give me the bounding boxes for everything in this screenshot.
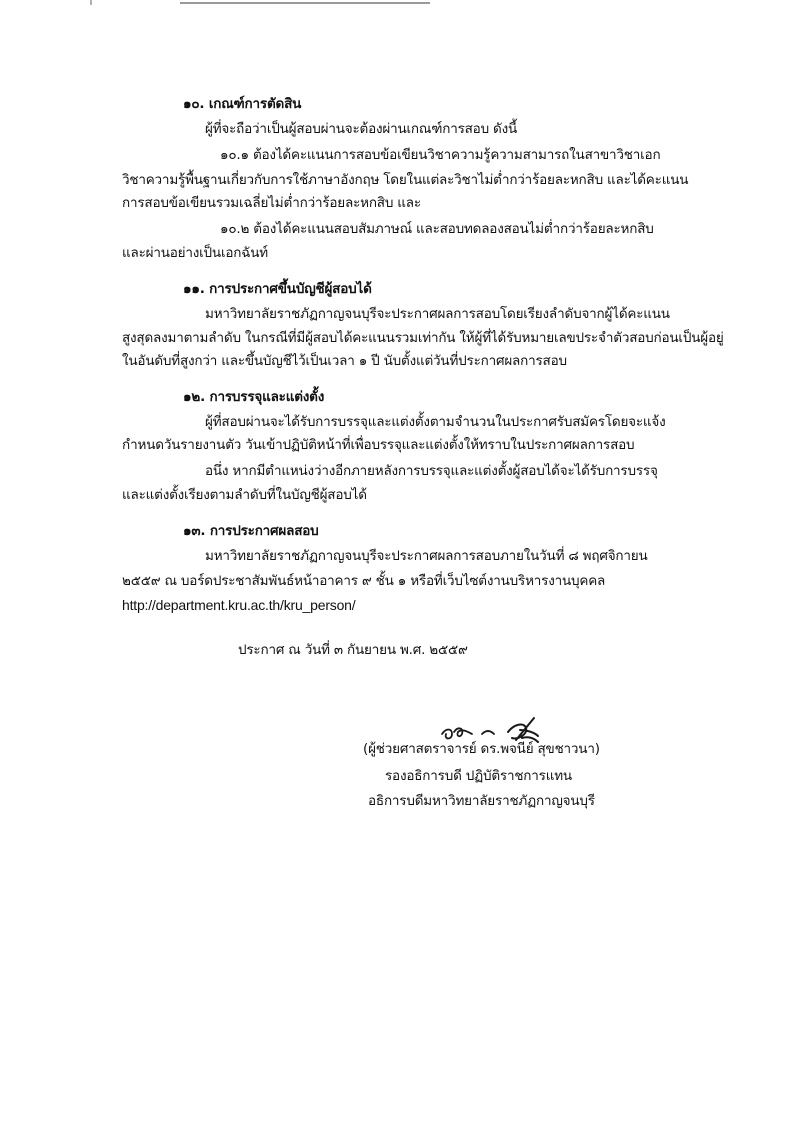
section-12-line1: ผู้ที่สอบผ่านจะได้รับการบรรจุและแต่งตั้งตามจำนวนในประกาศรับสมัครโดยจะแจ้ง	[205, 414, 666, 430]
section-10-item1-line3: การสอบข้อเขียนรวมเฉลี่ยไม่ต่ำกว่าร้อยละหกสิบ และ	[122, 195, 421, 211]
section-12-line4: และแต่งตั้งเรียงตามลำดับที่ในบัญชีผู้สอบได้	[122, 487, 367, 503]
section-10-item2-line2: และผ่านอย่างเป็นเอกฉันท์	[122, 245, 268, 261]
header-rule	[180, 2, 430, 4]
section-11-heading: ๑๑. การประกาศขึ้นบัญชีผู้สอบได้	[183, 281, 372, 297]
section-12-heading: ๑๒. การบรรจุและแต่งตั้ง	[183, 389, 325, 405]
signatory-position-2: อธิการบดีมหาวิทยาลัยราชภัฏกาญจนบุรี	[368, 793, 595, 809]
section-10-intro: ผู้ที่จะถือว่าเป็นผู้สอบผ่านจะต้องผ่านเกณฑ์การสอบ ดังนี้	[205, 121, 518, 137]
announcement-date: ประกาศ ณ วันที่ ๓ กันยายน พ.ศ. ๒๕๕๙	[238, 642, 468, 658]
section-11-line2: สูงสุดลงมาตามลำดับ ในกรณีที่มีผู้สอบได้คะแนนรวมเท่ากัน ให้ผู้ที่ได้รับหมายเลขประจำตัวสอบก่อนเป็นผู้อยู่	[122, 330, 724, 346]
section-12-line2: กำหนดวันรายงานตัว วันเข้าปฏิบัติหน้าที่เพื่อบรรจุและแต่งตั้งให้ทราบในประกาศผลการสอบ	[122, 437, 635, 453]
section-12-line3: อนึ่ง หากมีตำแหน่งว่างอีกภายหลังการบรรจุและแต่งตั้งผู้สอบได้จะได้รับการบรรจุ	[205, 463, 658, 479]
signatory-position-1: รองอธิการบดี ปฏิบัติราชการแทน	[385, 768, 572, 784]
section-10-item2-line1: ๑๐.๒ ต้องได้คะแนนสอบสัมภาษณ์ และสอบทดลองสอนไม่ต่ำกว่าร้อยละหกสิบ	[220, 221, 654, 237]
section-10-item1-line2: วิชาความรู้พื้นฐานเกี่ยวกับการใช้ภาษาอังกฤษ โดยในแต่ละวิชาไม่ต่ำกว่าร้อยละหกสิบ และได้คะแนน	[122, 172, 689, 188]
section-10-item1-line1: ๑๐.๑ ต้องได้คะแนนการสอบข้อเขียนวิชาความรู้ความสามารถในสาขาวิชาเอก	[220, 147, 661, 163]
section-11-line1: มหาวิทยาลัยราชภัฏกาญจนบุรีจะประกาศผลการสอบโดยเรียงลำดับจากผู้ได้คะแนน	[205, 306, 670, 322]
section-13-url[interactable]: http://department.kru.ac.th/kru_person/	[122, 597, 356, 613]
section-10-heading: ๑๐. เกณฑ์การตัดสิน	[183, 96, 302, 112]
scan-mark	[90, 0, 92, 5]
section-11-line3: ในอันดับที่สูงกว่า และขึ้นบัญชีไว้เป็นเวลา ๑ ปี นับตั้งแต่วันที่ประกาศผลการสอบ	[122, 353, 567, 369]
section-13-line2: ๒๕๕๙ ณ บอร์ดประชาสัมพันธ์หน้าอาคาร ๙ ชั้น ๑ หรือที่เว็บไซต์งานบริหารงานบุคคล	[122, 573, 606, 589]
section-13-line1: มหาวิทยาลัยราชภัฏกาญจนบุรีจะประกาศผลการสอบภายในวันที่ ๘ พฤศจิกายน	[205, 548, 648, 564]
signatory-name: (ผู้ช่วยศาสตราจารย์ ดร.พจนีย์ สุขชาวนา)	[363, 741, 600, 757]
section-13-heading: ๑๓. การประกาศผลสอบ	[183, 523, 319, 539]
